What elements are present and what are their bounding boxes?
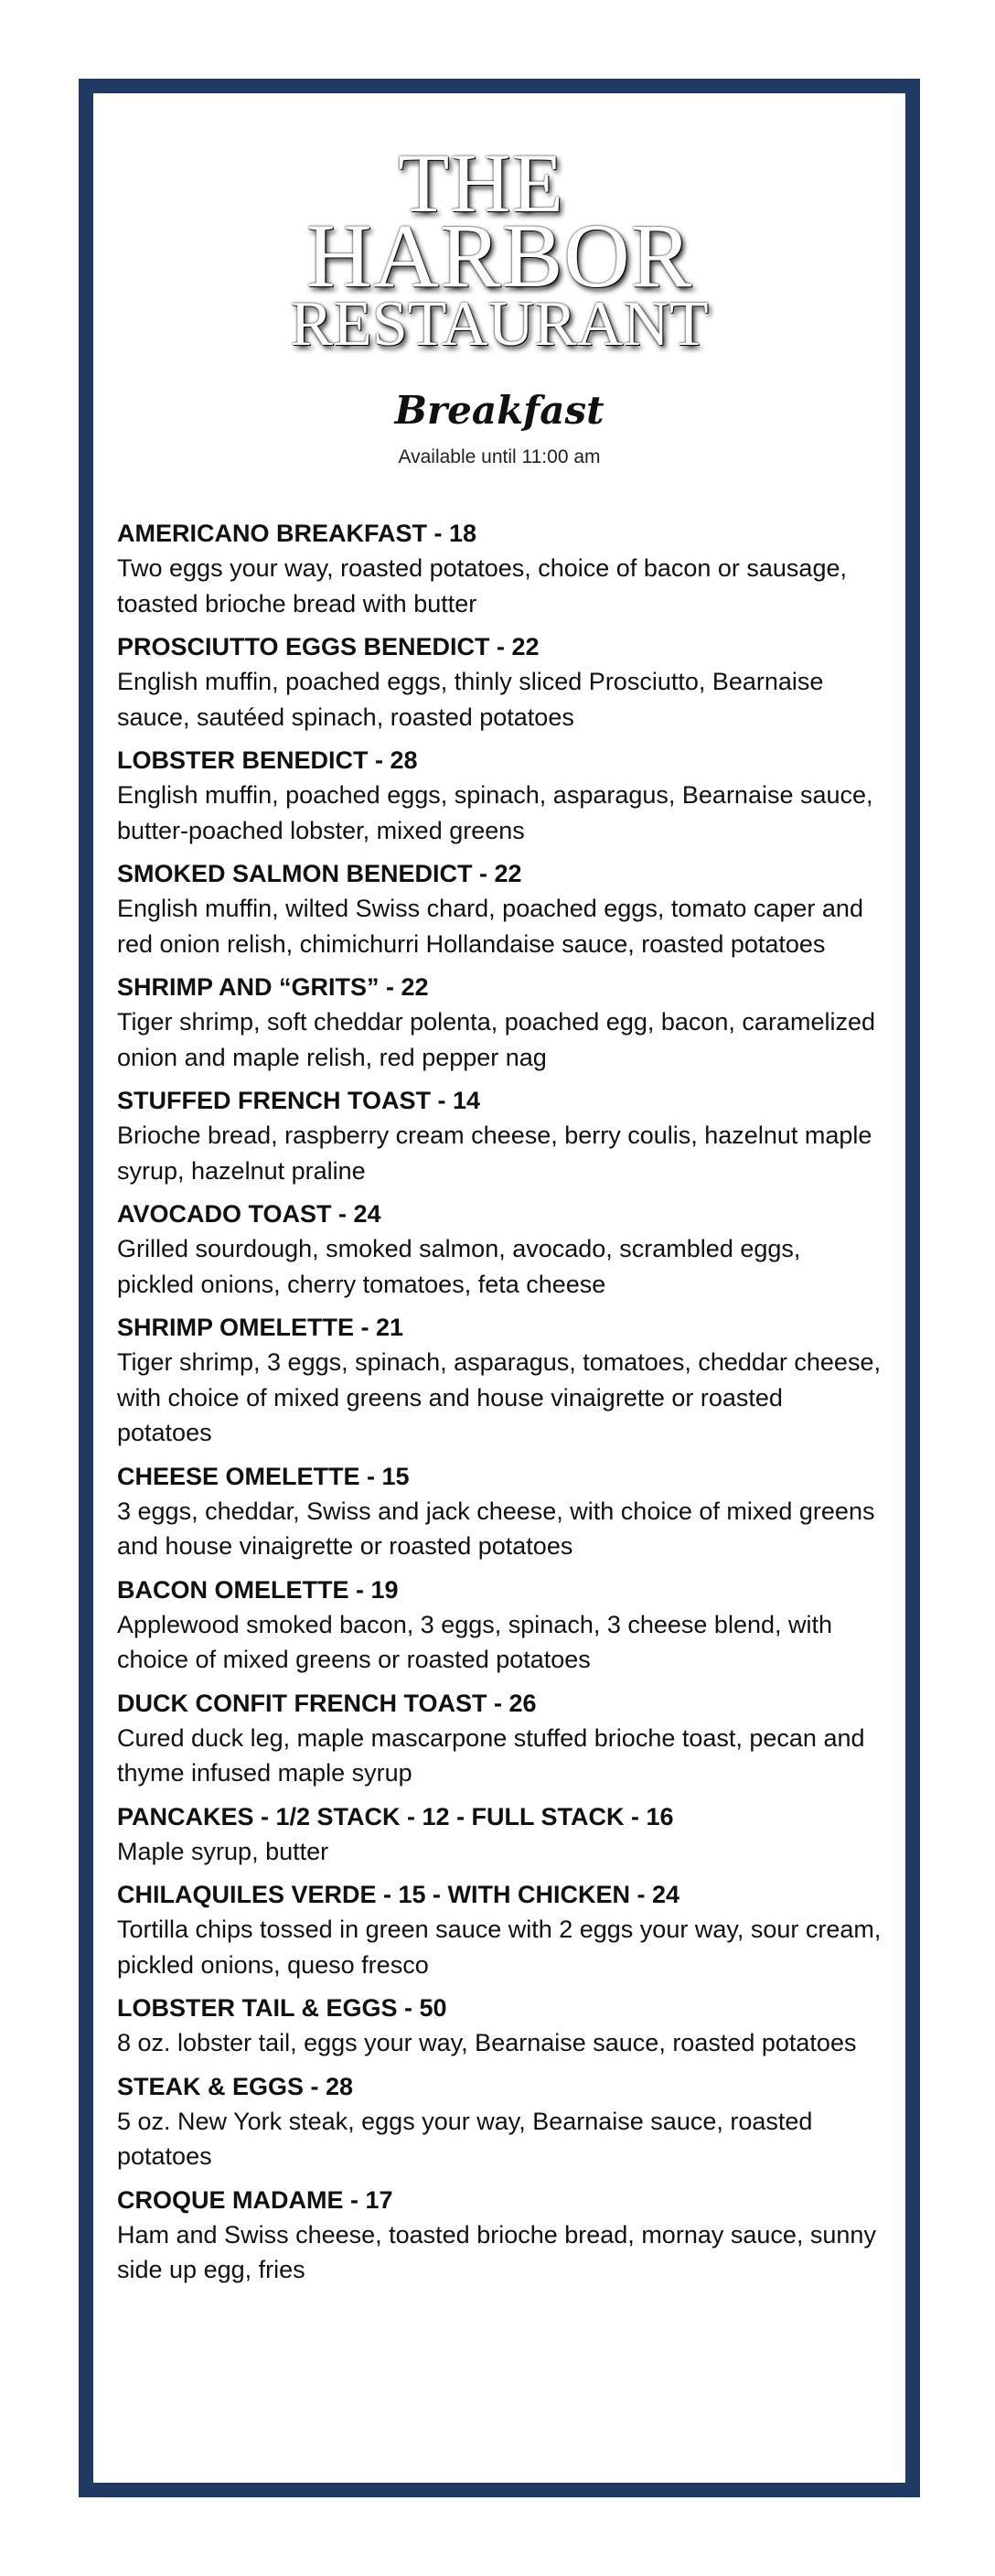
menu-item-description: 3 eggs, cheddar, Swiss and jack cheese, with choice of mixed greens and house vinaigrette or roasted potatoes [117, 1497, 875, 1560]
menu-item [117, 1310, 882, 1451]
menu-item-description: 5 oz. New York steak, eggs your way, Bearnaise sauce, roasted potatoes [117, 2107, 813, 2170]
menu-item [117, 970, 882, 1075]
menu-item-description: Tiger shrimp, 3 eggs, spinach, asparagus, tomatoes, cheddar cheese, with choice of mixed greens and house vinaigrette or roasted potatoes [117, 1348, 881, 1446]
menu-item [117, 856, 882, 961]
menu-item-name: CROQUE MADAME - 17 [117, 2185, 393, 2214]
restaurant-logo [93, 136, 905, 360]
menu-item-name: LOBSTER TAIL & EGGS - 50 [117, 1994, 447, 2022]
menu-item [117, 1459, 882, 1564]
menu-item-description: Tiger shrimp, soft cheddar polenta, poached egg, bacon, caramelized onion and maple relish, red pepper nag [117, 1008, 875, 1071]
menu-list [117, 516, 882, 2296]
logo-line-1: THE [398, 136, 564, 230]
menu-item [117, 1799, 882, 1870]
menu-frame [79, 79, 920, 2497]
menu-item-name: CHEESE OMELETTE - 15 [117, 1462, 410, 1490]
menu-item-name: PROSCIUTTO EGGS BENEDICT - 22 [117, 633, 540, 660]
menu-item-name: LOBSTER BENEDICT - 28 [117, 746, 418, 774]
menu-item-description: 8 oz. lobster tail, eggs your way, Bearnaise sauce, roasted potatoes [117, 2029, 857, 2056]
menu-item [117, 1991, 882, 2061]
menu-item-name: BACON OMELETTE - 19 [117, 1575, 399, 1604]
menu-item [117, 2069, 882, 2174]
menu-item [117, 1572, 882, 1678]
menu-item-description: Tortilla chips tossed in green sauce with 2 eggs your way, sour cream, pickled onions, queso fresco [117, 1916, 882, 1979]
menu-item [117, 1083, 882, 1188]
menu-item-description: English muffin, wilted Swiss chard, poached eggs, tomato caper and red onion relish, chimichurri Hollandaise sauce, roasted potatoes [117, 895, 863, 958]
menu-item [117, 2183, 882, 2288]
menu-item-name: DUCK CONFIT FRENCH TOAST - 26 [117, 1689, 537, 1717]
menu-item [117, 1686, 882, 1791]
menu-item [117, 1197, 882, 1302]
menu-item-name: STUFFED FRENCH TOAST - 14 [117, 1087, 481, 1114]
menu-item-name: SMOKED SALMON BENEDICT - 22 [117, 860, 522, 887]
logo-line-2: HARBOR [305, 205, 693, 306]
menu-item [117, 629, 882, 735]
menu-item-name: SHRIMP AND “GRITS” - 22 [117, 973, 429, 1001]
menu-item-name: AVOCADO TOAST - 24 [117, 1200, 381, 1228]
menu-item-description: Maple syrup, butter [117, 1837, 329, 1865]
menu-item-description: Cured duck leg, maple mascarpone stuffed brioche toast, pecan and thyme infused maple syrup [117, 1723, 865, 1787]
menu-item [117, 516, 882, 621]
menu-item-description: English muffin, poached eggs, spinach, asparagus, Bearnaise sauce, butter-poached lobster, mixed greens [117, 781, 873, 844]
menu-item-description: Brioche bread, raspberry cream cheese, berry coulis, hazelnut maple syrup, hazelnut praline [117, 1122, 872, 1185]
logo-line-3: RESTAURANT [290, 289, 709, 360]
menu-item [117, 743, 882, 848]
menu-item-name: SHRIMP OMELETTE - 21 [117, 1314, 404, 1341]
menu-item-name: PANCAKES - 1/2 STACK - 12 - FULL STACK - 16 [117, 1802, 674, 1830]
menu-item-description: Applewood smoked bacon, 3 eggs, spinach, 3 cheese blend, with choice of mixed greens or roasted potatoes [117, 1610, 833, 1673]
menu-item-name: CHILAQUILES VERDE - 15 - WITH CHICKEN - 24 [117, 1881, 680, 1908]
menu-item-name: AMERICANO BREAKFAST - 18 [117, 520, 477, 547]
menu-item-description: Grilled sourdough, smoked salmon, avocado, scrambled eggs, pickled onions, cherry tomatoes, feta cheese [117, 1235, 801, 1298]
section-subtitle: Available until 11:00 am [398, 446, 601, 467]
menu-item-description: Two eggs your way, roasted potatoes, choice of bacon or sausage, toasted brioche bread with butter [117, 554, 847, 617]
section-title: Breakfast [394, 388, 604, 433]
menu-item [117, 1877, 882, 1982]
menu-item-description: Ham and Swiss cheese, toasted brioche bread, mornay sauce, sunny side up egg, fries [117, 2220, 876, 2283]
menu-item-description: English muffin, poached eggs, thinly sliced Prosciutto, Bearnaise sauce, sautéed spinach, roasted potatoes [117, 668, 824, 731]
menu-item-name: STEAK & EGGS - 28 [117, 2072, 354, 2100]
